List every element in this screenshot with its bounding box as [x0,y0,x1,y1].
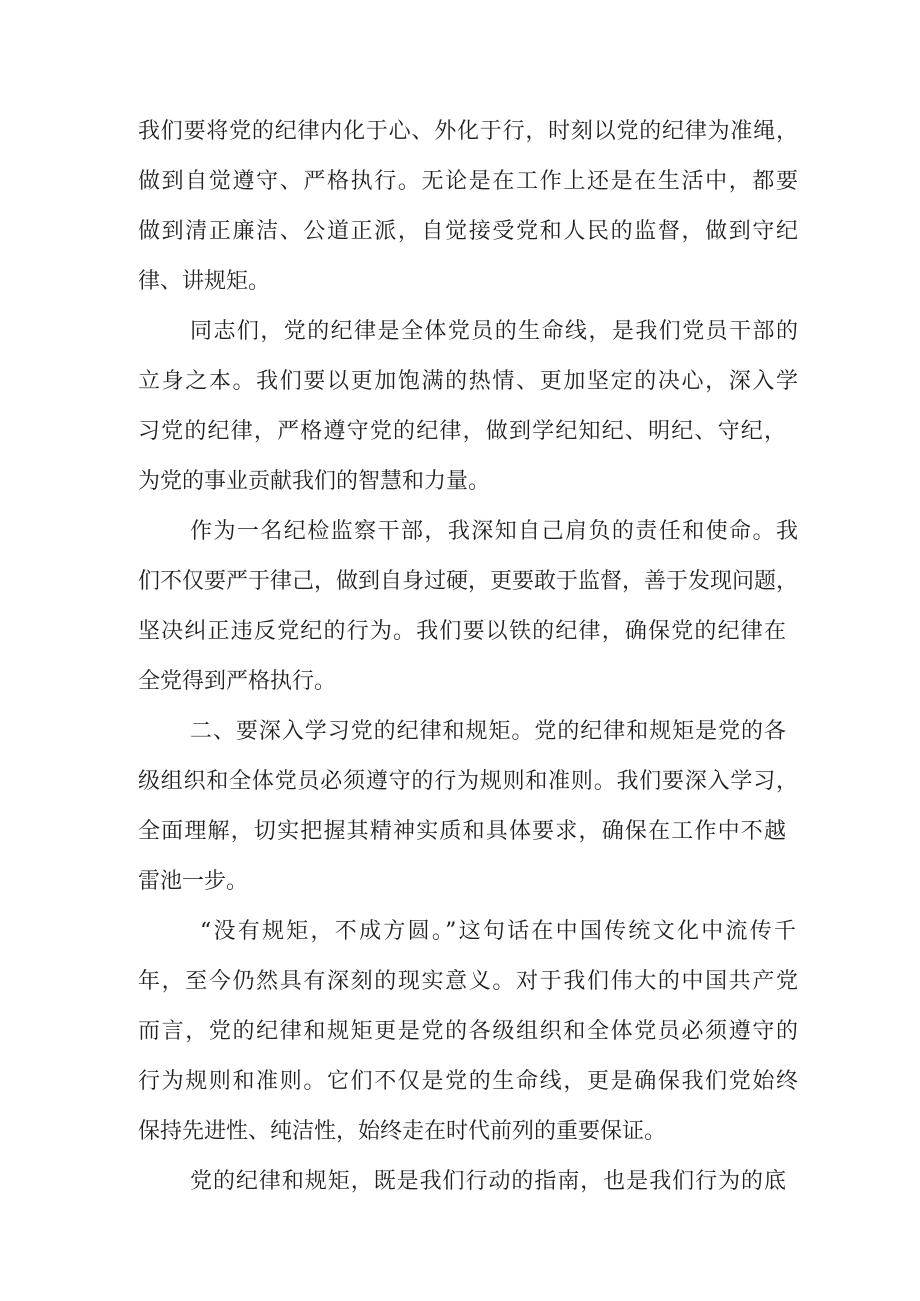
text-line-21: 保持先进性、纯洁性，始终走在时代前列的重要保证。 [138,1119,667,1144]
text-line-2: 做到自觉遵守、严格执行。无论是在工作上还是在生活中，都要 [138,169,798,194]
text-line-6: 立身之本。我们要以更加饱满的热情、更加坚定的决心，深入学 [138,369,798,394]
text-line-12: 全党得到严格执行。 [138,669,337,694]
text-line-15: 全面理解，切实把握其精神实质和具体要求，确保在工作中不越 [138,819,786,844]
text-line-5: 同志们，党的纪律是全体党员的生命线，是我们党员干部的 [190,319,798,344]
text-line-16: 雷池一步。 [138,869,249,894]
text-line-1: 我们要将党的纪律内化于心、外化于行，时刻以党的纪律为准绳， [138,119,798,144]
text-line-8: 为党的事业贡献我们的智慧和力量。 [138,469,491,494]
text-line-14: 级组织和全体党员必须遵守的行为规则和准则。我们要深入学习， [138,769,798,794]
text-line-18: 年，至今仍然具有深刻的现实意义。对于我们伟大的中国共产党 [138,969,798,994]
text-line-3: 做到清正廉洁、公道正派，自觉接受党和人民的监督，做到守纪 [138,219,798,244]
text-line-9: 作为一名纪检监察干部，我深知自己肩负的责任和使命。我 [190,519,798,544]
text-line-19: 而言，党的纪律和规矩更是党的各级组织和全体党员必须遵守的 [138,1019,798,1044]
text-line-20: 行为规则和准则。它们不仅是党的生命线，更是确保我们党始终 [138,1069,798,1094]
text-line-11: 坚决纠正违反党纪的行为。我们要以铁的纪律，确保党的纪律在 [138,619,786,644]
text-line-4: 律、讲规矩。 [138,269,271,294]
text-line-22: 党的纪律和规矩，既是我们行动的指南，也是我们行为的底 [190,1169,786,1194]
text-line-17: “没有规矩，不成方圆。”这句话在中国传统文化中流传千 [200,919,796,944]
text-line-10: 们不仅要严于律己，做到自身过硬，更要敢于监督，善于发现问题， [138,569,799,594]
text-line-7: 习党的纪律，严格遵守党的纪律，做到学纪知纪、明纪、守纪， [138,419,786,444]
text-line-13: 二、要深入学习党的纪律和规矩。党的纪律和规矩是党的各 [190,719,786,744]
